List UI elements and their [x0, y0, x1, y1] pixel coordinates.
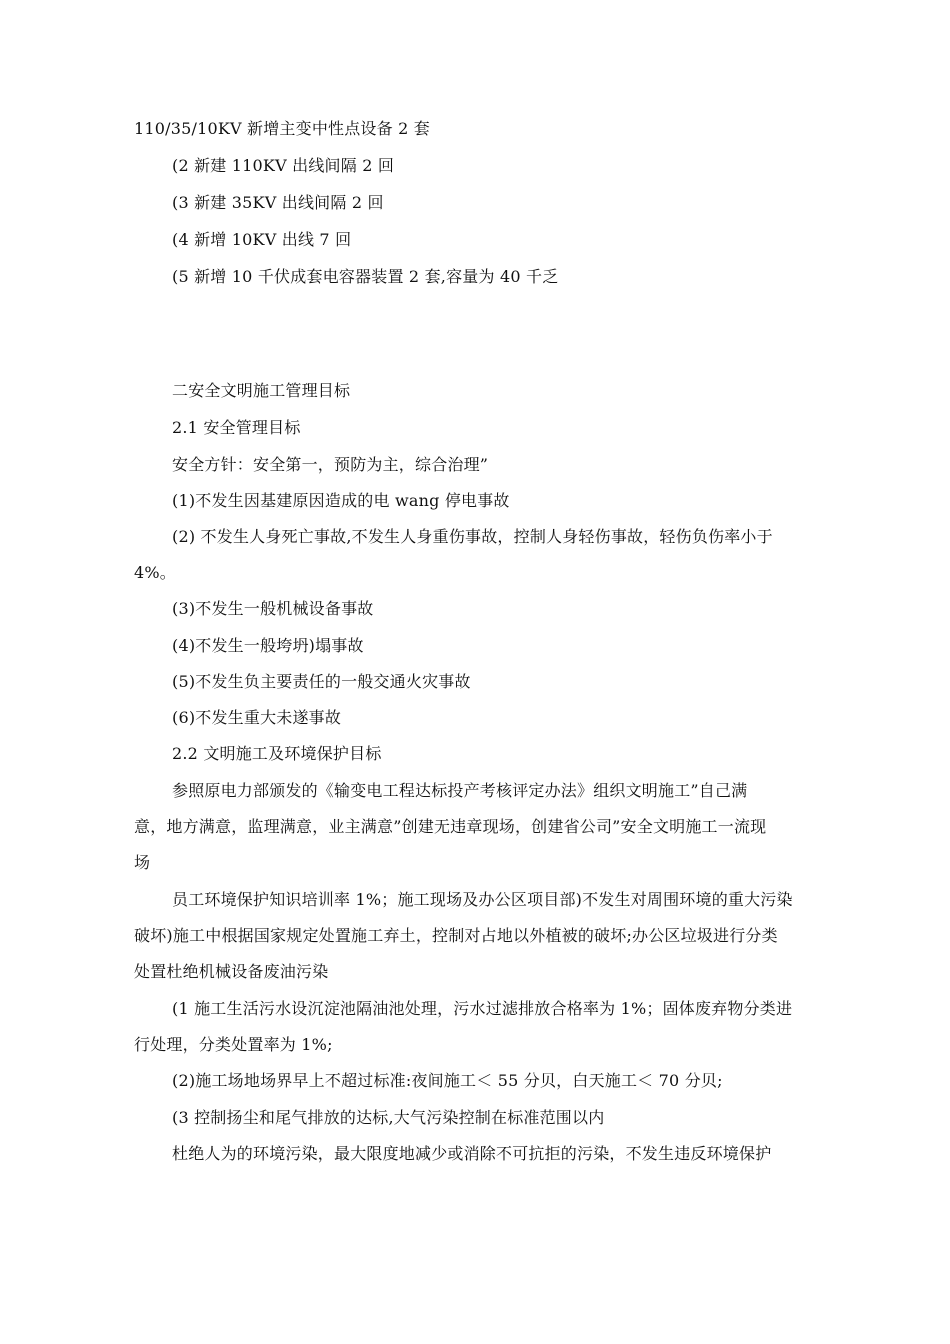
list-item: (3 控制扬尘和尾气排放的达标,大气污染控制在标准范围以内 — [172, 1108, 605, 1127]
equipment-line: 110/35/10KV 新增主变中性点设备 2 套 — [134, 119, 430, 138]
list-item: (5 新增 10 千伏成套电容器装置 2 套,容量为 40 千乏 — [172, 267, 559, 286]
list-item: (5)不发生负主要责任的一般交通火灾事故 — [172, 672, 471, 691]
paragraph-continuation: 处置杜绝机械设备废油污染 — [134, 962, 329, 981]
paragraph: 安全方针：安全第一，预防为主，综合治理” — [172, 455, 489, 474]
list-item: (2) 不发生人身死亡事故,不发生人身重伤事故，控制人身轻伤事故，轻伤负伤率小于 — [172, 527, 773, 546]
list-item: (3 新建 35KV 出线间隔 2 回 — [172, 193, 384, 212]
section-heading: 二安全文明施工管理目标 — [172, 381, 351, 400]
paragraph-continuation: 破坏)施工中根据国家规定处置施工弃土，控制对占地以外植被的破坏;办公区垃圾进行分类 — [134, 926, 778, 945]
list-item: (6)不发生重大未遂事故 — [172, 708, 342, 727]
paragraph: 员工环境保护知识培训率 1%；施工现场及办公区项目部)不发生对周围环境的重大污染 — [172, 890, 793, 909]
list-item: (1)不发生因基建原因造成的电 wang 停电事故 — [172, 491, 510, 510]
list-item: (2)施工场地场界早上不超过标准:夜间施工＜ 55 分贝，白天施工＜ 70 分贝; — [172, 1071, 723, 1090]
paragraph-continuation: 意，地方满意，监理满意，业主满意”创建无违章现场，创建省公司”安全文明施工一流现 — [134, 817, 767, 836]
list-item: (2 新建 110KV 出线间隔 2 回 — [172, 156, 395, 175]
subsection-heading: 2.1 安全管理目标 — [172, 418, 301, 437]
list-item-continuation: 行处理，分类处置率为 1%; — [134, 1035, 333, 1054]
paragraph-continuation: 场 — [134, 853, 151, 872]
list-item: (3)不发生一般机械设备事故 — [172, 599, 374, 618]
paragraph: 参照原电力部颁发的《输变电工程达标投产考核评定办法》组织文明施工”自己满 — [172, 781, 748, 800]
list-item-continuation: 4%。 — [134, 563, 176, 582]
paragraph: 杜绝人为的环境污染，最大限度地减少或消除不可抗拒的污染，不发生违反环境保护 — [172, 1144, 772, 1163]
list-item: (1 施工生活污水设沉淀池隔油池处理，污水过滤排放合格率为 1%；固体废弃物分类进 — [172, 999, 793, 1018]
list-item: (4 新增 10KV 出线 7 回 — [172, 230, 352, 249]
subsection-heading: 2.2 文明施工及环境保护目标 — [172, 744, 382, 763]
list-item: (4)不发生一般垮坍)塌事故 — [172, 636, 364, 655]
